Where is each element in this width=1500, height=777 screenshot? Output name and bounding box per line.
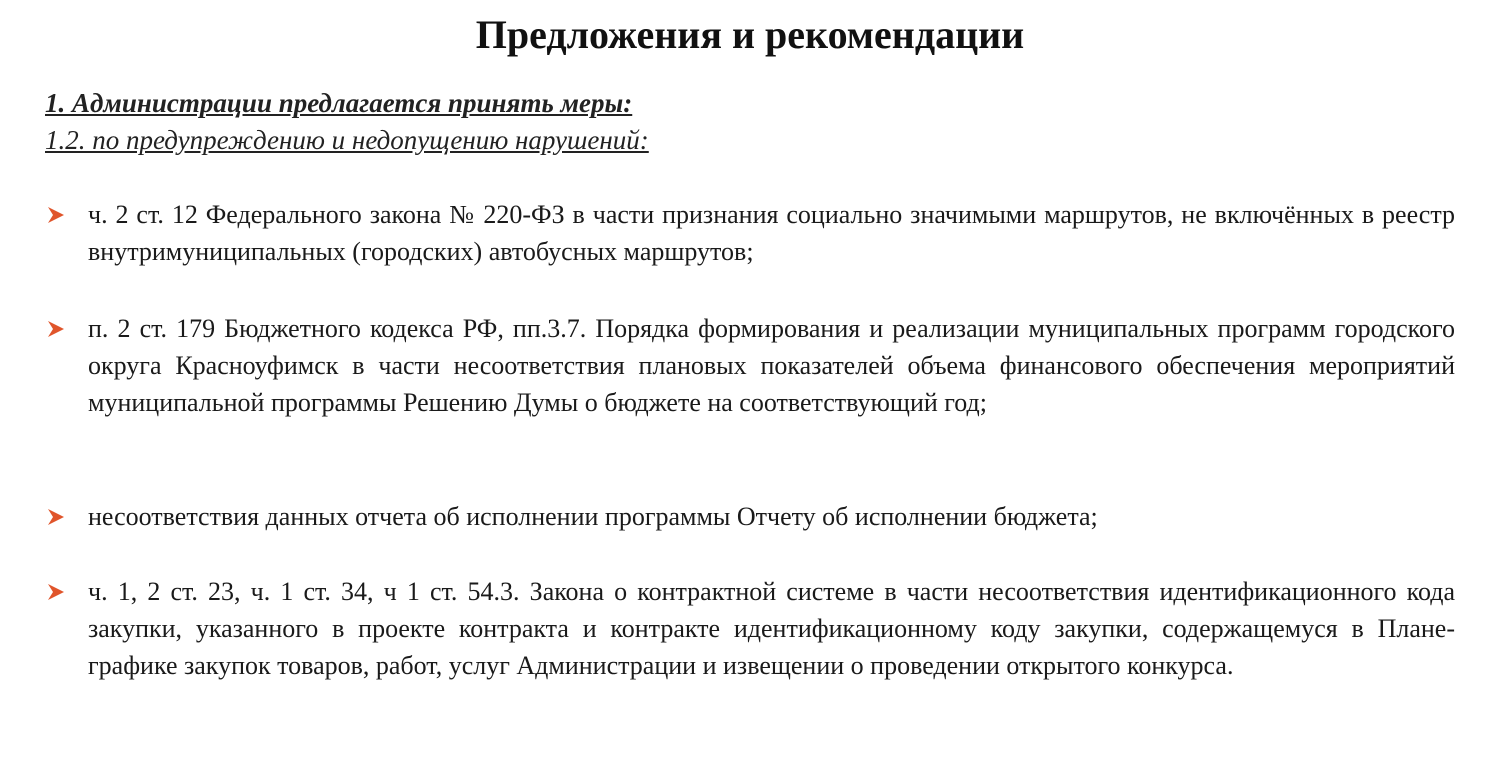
list-item-text: несоответствия данных отчета об исполнении программы Отчету об исполнении бюджета; (88, 502, 1098, 531)
list-item (45, 310, 1455, 421)
list-item (45, 573, 1455, 684)
arrowhead-bullet-icon (45, 506, 67, 528)
page-title: Предложения и рекомендации (475, 12, 1025, 57)
subsection-heading: 1.2. по предупреждению и недопущению нарушений: (45, 125, 649, 155)
list-item (45, 196, 1455, 270)
list-item-text: ч. 2 ст. 12 Федерального закона № 220-ФЗ в части признания социально значимыми маршрутов, не включённых в реестр внутримуниципальных (городских) автобусных маршрутов; (88, 200, 1455, 266)
section-heading: 1. Администрации предлагается принять меры: (45, 88, 633, 118)
arrowhead-bullet-icon (45, 581, 67, 603)
list-item (45, 498, 1455, 535)
list-item-text: ч. 1, 2 ст. 23, ч. 1 ст. 34, ч 1 ст. 54.3. Закона о контрактной системе в части несоответствия идентификационного кода закупки, указанного в проекте контракта и контракте идентификационному коду закупки, содержащемуся в Плане-графике закупок товаров, работ, услуг Администрации и извещении о проведении открытого конкурса. (88, 577, 1455, 680)
list-item-text: п. 2 ст. 179 Бюджетного кодекса РФ, пп.3.7. Порядка формирования и реализации муниципальных программ городского округа Красноуфимск в части несоответствия плановых показателей объема финансового обеспечения мероприятий муниципальной программы Решению Думы о бюджете на соответствующий год; (88, 314, 1455, 417)
arrowhead-bullet-icon (45, 318, 67, 340)
arrowhead-bullet-icon (45, 204, 67, 226)
